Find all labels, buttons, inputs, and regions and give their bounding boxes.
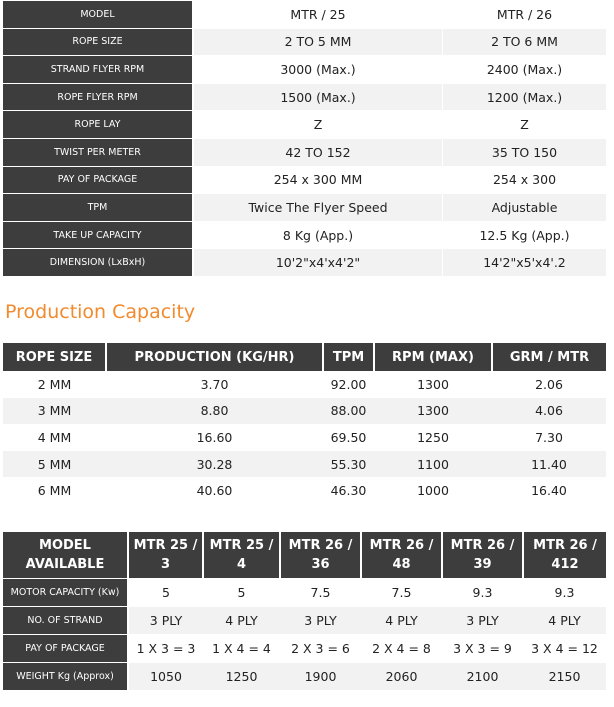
spec-value-mtr25: 3000 (Max.) [194,56,443,83]
production-cell: 1300 [417,376,449,392]
models-table [3,532,606,691]
model-column-header: MTR 26 / 39 [442,532,523,579]
production-cell: 4 MM [37,429,72,445]
spec-value-mtr26: 254 x 300 [492,172,557,188]
model-cell: 7.5 [310,585,331,600]
model-cell: 1900 [280,663,361,691]
production-row [3,424,606,451]
model-cell: 2 X 3 = 6 [291,641,350,656]
production-cell: 11.40 [492,451,606,478]
spec-row [3,1,606,28]
spec-row [3,29,606,56]
model-column-header: MTR 25 / 3 [128,532,203,579]
production-row [3,371,606,398]
production-cell: 8.80 [106,398,323,425]
production-cell: 2 MM [37,376,72,392]
model-row [3,663,606,691]
production-cell: 4.06 [492,398,606,425]
spec-row [3,56,606,83]
model-column-header: MODEL AVAILABLE [3,532,128,579]
production-cell: 30.28 [106,451,323,478]
spec-value-mtr25: Z [194,111,443,138]
spec-value-mtr26: 2400 (Max.) [486,61,563,77]
model-cell: 1050 [128,663,203,691]
spec-value-mtr26: 35 TO 150 [443,139,606,166]
model-cell: 5 [237,585,246,600]
production-cell: 1000 [417,483,449,499]
production-cell: 1250 [417,429,449,445]
spec-row [3,167,606,194]
model-cell: 1250 [203,663,280,691]
spec-value-mtr26: MTR / 26 [496,6,553,22]
spec-label: TWIST PER METER [3,139,194,166]
production-capacity-heading: Production Capacity [5,301,196,323]
spec-value-mtr25: 8 Kg (App.) [194,222,443,249]
production-cell: 69.50 [330,429,367,445]
model-cell: 3 X 4 = 12 [531,641,598,656]
model-cell: 3 PLY [128,607,203,635]
model-cell: 1 X 4 = 4 [212,641,271,656]
spec-value-mtr26: Adjustable [443,194,606,221]
production-row [3,398,606,425]
production-cell: 6 MM [37,483,72,499]
model-cell: 2150 [523,663,606,691]
spec-value-mtr26: 14'2"x5'x4'.2 [443,249,606,276]
spec-row [3,139,606,166]
model-row-label: PAY OF PACKAGE [3,635,128,663]
model-cell: 4 PLY [361,607,442,635]
model-cell: 3 X 3 = 9 [453,641,512,656]
spec-value-mtr25: 1500 (Max.) [194,84,443,111]
production-column-header: PRODUCTION (KG/HR) [106,343,323,371]
spec-label: MODEL [3,1,194,28]
spec-value-mtr26: 1200 (Max.) [443,84,606,111]
model-column-header: MTR 26 / 412 [523,532,606,579]
spec-value-mtr26: 12.5 Kg (App.) [479,227,570,243]
model-cell: 9.3 [472,585,493,600]
model-row-label: NO. OF STRAND [3,607,128,635]
spec-table [3,1,606,277]
model-row [3,579,606,607]
production-cell: 16.60 [196,429,233,445]
spec-row [3,249,606,276]
model-cell: 2100 [442,663,523,691]
spec-row [3,84,606,111]
model-cell: 5 [162,585,170,600]
model-cell: 4 PLY [523,607,606,635]
production-row [3,477,606,504]
production-cell: 16.40 [531,483,567,499]
model-cell: 7.5 [391,585,412,600]
spec-label: DIMENSION (LxBxH) [3,249,194,276]
model-cell: 2060 [361,663,442,691]
model-row-label: WEIGHT Kg (Approx) [3,663,128,691]
model-cell: 3 PLY [442,607,523,635]
spec-value-mtr25: 42 TO 152 [194,139,443,166]
production-column-header: ROPE SIZE [3,343,106,371]
production-cell: 1300 [374,398,492,425]
spec-value-mtr25: MTR / 25 [194,1,443,28]
spec-value-mtr25: 2 TO 5 MM [194,29,443,56]
model-cell: 2 X 4 = 8 [372,641,431,656]
production-cell: 92.00 [330,376,367,392]
spec-row [3,194,606,221]
model-column-header: MTR 25 / 4 [203,532,280,579]
model-row-label: MOTOR CAPACITY (Kw) [3,579,128,607]
production-cell: 2.06 [535,376,563,392]
production-cell: 5 MM [3,451,106,478]
production-cell: 1100 [374,451,492,478]
production-cell: 3.70 [200,376,229,392]
production-column-header: GRM / MTR [492,343,606,371]
model-column-header: MTR 26 / 36 [280,532,361,579]
model-row [3,607,606,635]
spec-value-mtr26: 2 TO 6 MM [443,29,606,56]
production-row [3,451,606,478]
spec-row [3,111,606,138]
spec-value-mtr26: Z [520,117,529,133]
production-column-header: RPM (MAX) [374,343,492,371]
production-cell: 40.60 [196,483,233,499]
production-cell: 46.30 [330,483,367,499]
model-column-header: MTR 26 / 48 [361,532,442,579]
production-cell: 55.30 [323,451,374,478]
production-column-header: TPM [323,343,374,371]
model-cell: 1 X 3 = 3 [136,641,196,656]
spec-label: PAY OF PACKAGE [3,167,194,194]
spec-label: STRAND FLYER RPM [3,56,194,83]
model-cell: 9.3 [554,585,575,600]
spec-label: ROPE SIZE [3,29,194,56]
spec-value-mtr25: Twice The Flyer Speed [194,194,443,221]
spec-label: ROPE LAY [3,111,194,138]
production-table [3,343,606,504]
model-row [3,635,606,663]
production-cell: 7.30 [535,429,563,445]
model-cell: 3 PLY [280,607,361,635]
model-cell: 4 PLY [203,607,280,635]
spec-value-mtr25: 254 x 300 MM [194,167,443,194]
production-cell: 3 MM [3,398,106,425]
spec-label: TAKE UP CAPACITY [3,222,194,249]
spec-label: ROPE FLYER RPM [3,84,194,111]
production-cell: 88.00 [323,398,374,425]
spec-row [3,222,606,249]
spec-label: TPM [3,194,194,221]
spec-value-mtr25: 10'2"x4'x4'2" [194,249,443,276]
